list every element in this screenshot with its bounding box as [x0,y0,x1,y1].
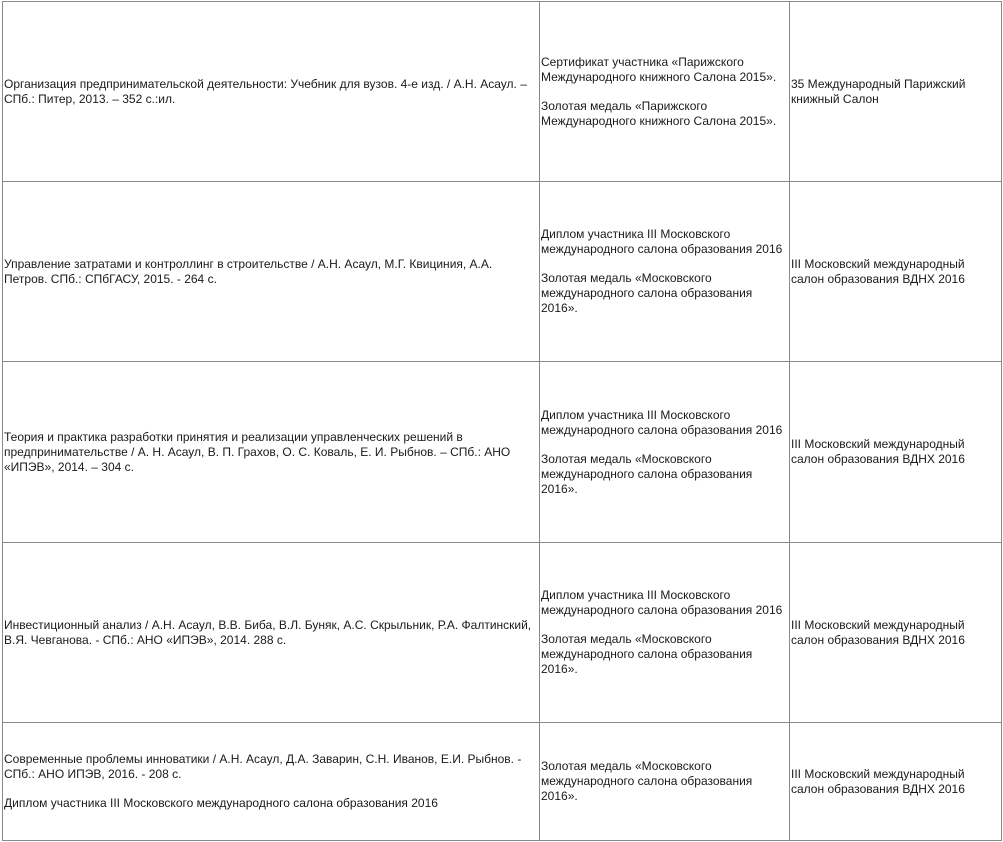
table-row [3,182,1002,362]
award-text: Диплом участника III Московского международного салона образования 2016 [541,588,783,617]
publication-cell [3,362,540,543]
event-text: III Московский международный салон образования ВДНХ 2016 [791,617,965,647]
awards-cell [540,543,790,723]
award-text: Золотая медаль «Московского международного салона образования 2016». [541,759,753,803]
awards-cell [540,723,790,841]
award-text: Золотая медаль «Московского международного салона образования 2016». [541,271,753,315]
awards-cell [540,362,790,543]
table-row [3,723,1002,841]
event-cell [790,543,1002,723]
publications-table [2,1,1002,841]
award-text: Золотая медаль «Московского международного салона образования 2016». [541,451,753,496]
award-text: Диплом участника III Московского международного салона образования 2016 [541,227,783,256]
publication-cell [3,723,540,841]
publication-text: Инвестиционный анализ / А.Н. Асаул, В.В. Биба, В.Л. Буняк, А.С. Скрыльник, Р.А. Фалтинский, В.Я. Чевганова. - СПб.: АНО «ИПЭВ», 2014. 288 с. [4,617,532,647]
award-text: Сертификат участника «Парижского Международного книжного Салона 2015». [541,54,777,84]
event-text: III Московский международный салон образования ВДНХ 2016 [791,766,965,796]
award-text: Золотая медаль «Московского международного салона образования 2016». [541,632,753,676]
award-text: Золотая медаль «Парижского Международного книжного Салона 2015». [541,98,777,128]
publication-cell [3,2,540,182]
awards-cell [540,2,790,182]
publication-text: Управление затратами и контроллинг в строительстве / А.Н. Асаул, М.Г. Квициния, А.А. Петров. СПб.: СПбГАСУ, 2015. - 264 с. [4,256,493,286]
event-cell [790,723,1002,841]
table-row [3,2,1002,182]
award-text: Диплом участника III Московского международного салона образования 2016 [541,407,783,437]
publication-note: Диплом участника III Московского международного салона образования 2016 [4,796,438,810]
event-text: III Московский международный салон образования ВДНХ 2016 [791,437,965,466]
publication-text: Теория и практика разработки принятия и реализации управленческих решений в предпринимательстве / А. Н. Асаул, В. П. Грахов, О. С. Коваль, Е. И. Рыбнов. – СПб.: АНО «ИПЭВ», 2014. – 304 с. [4,429,511,474]
publication-cell [3,543,540,723]
table-row [3,362,1002,543]
event-text: 35 Международный Парижский книжный Салон [791,76,966,106]
event-cell [790,2,1002,182]
table-row [3,543,1002,723]
event-cell [790,182,1002,362]
publication-text: Организация предпринимательской деятельности: Учебник для вузов. 4-е изд. / А.Н. Асаул. – СПб.: Питер, 2013. – 352 с.:ил. [4,76,527,106]
publication-cell [3,182,540,362]
publication-text: Современные проблемы инноватики / А.Н. Асаул, Д.А. Заварин, С.Н. Иванов, Е.И. Рыбнов. - СПб.: АНО ИПЭВ, 2016. - 208 с. [4,752,522,781]
event-cell [790,362,1002,543]
awards-cell [540,182,790,362]
event-text: III Московский международный салон образования ВДНХ 2016 [791,256,965,286]
